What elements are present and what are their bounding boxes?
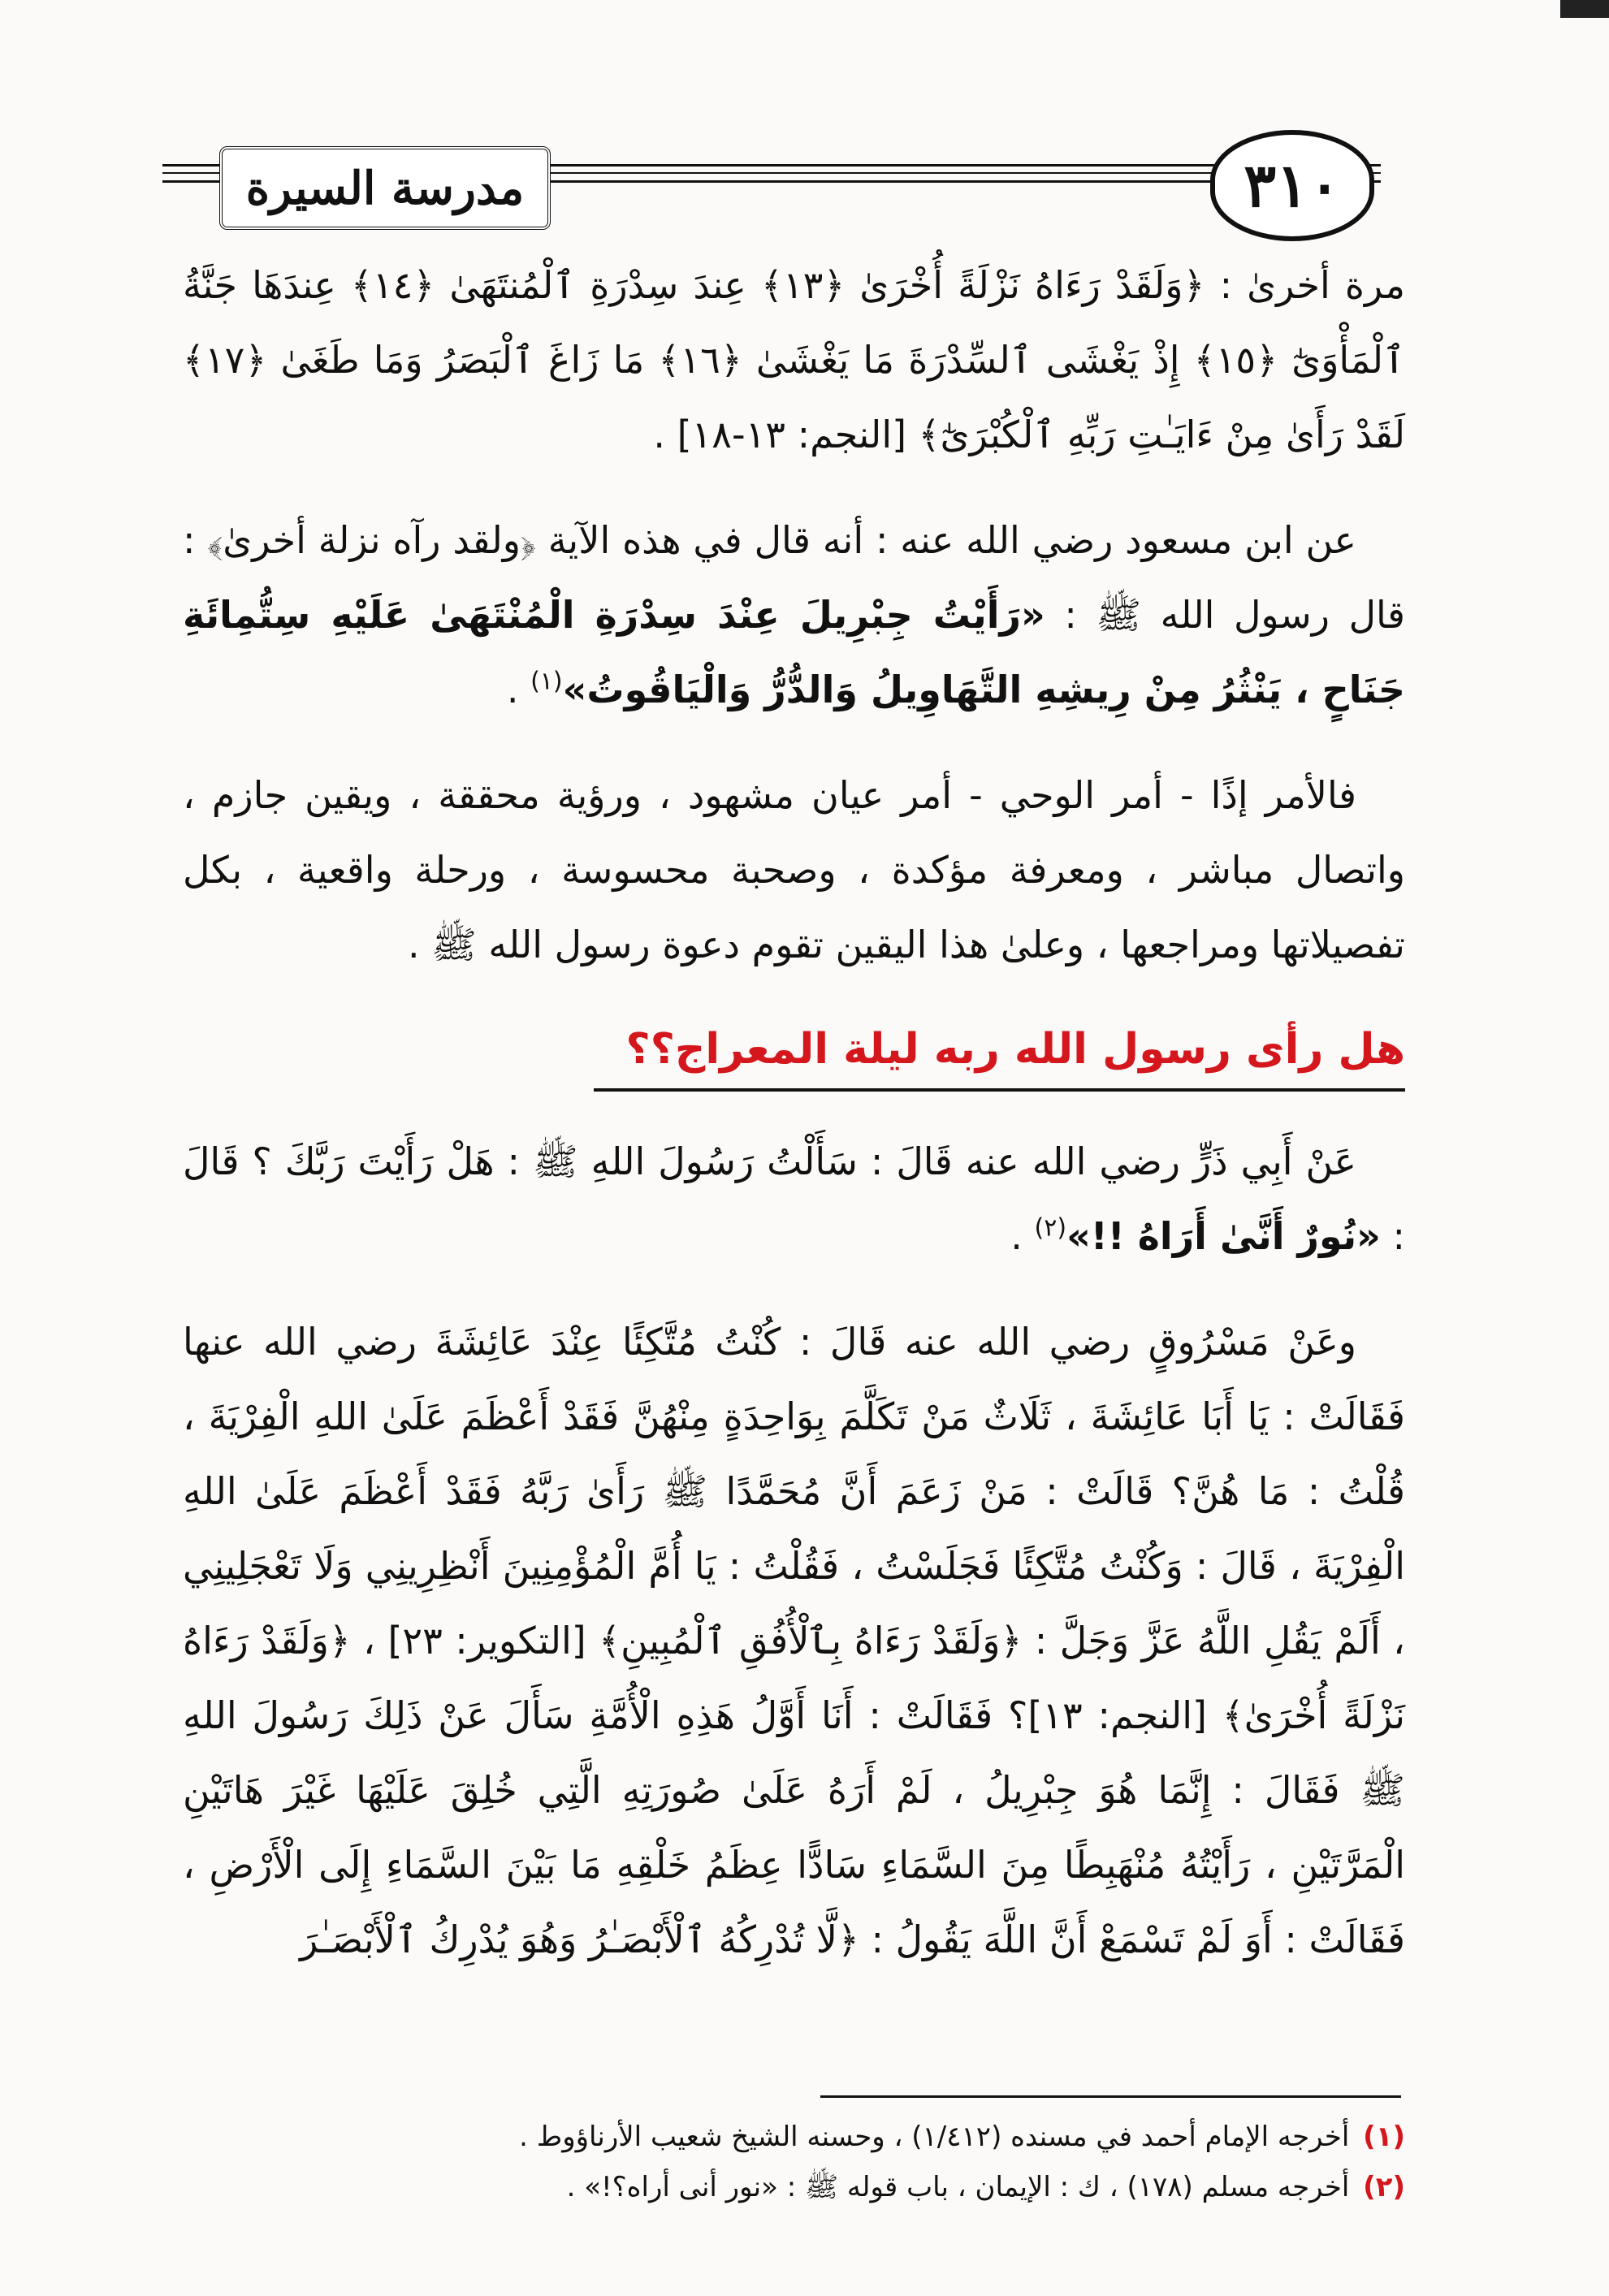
- paragraph-abu-dharr-intro: عَنْ أَبِي ذَرٍّ رضي الله عنه قَالَ : سَأَلْتُ رَسُولَ اللهِ ﷺ : هَلْ رَأَيْتَ رَبَّكَ ؟ قَالَ :: [183, 1139, 1405, 1258]
- hadith-quote-nur: «نُورٌ أَنَّىٰ أَرَاهُ !!»: [1066, 1214, 1381, 1258]
- footnote-text: أخرجه مسلم (١٧٨) ، ك : الإيمان ، باب قوله ﷺ : «نور أنى أراه؟!» .: [566, 2171, 1350, 2203]
- hadith-quote-jibril: «رَأَيْتُ جِبْرِيلَ عِنْدَ سِدْرَةِ الْمُنْتَهَىٰ عَلَيْهِ سِتُّمِائَةِ جَنَاحٍ ، يَنْثُرُ مِنْ رِيشِهِ التَّهَاوِيلُ وَالدُّرُّ وَالْيَاقُوتُ»: [183, 593, 1405, 711]
- footnote-number: (٢): [1363, 2171, 1405, 2203]
- footnote-item: [183, 2112, 1405, 2162]
- footnote-item: [183, 2162, 1405, 2212]
- footnote-separator: [820, 2095, 1401, 2098]
- paragraph-end-mark: .: [506, 668, 531, 711]
- page-number: ٣١٠: [1210, 130, 1374, 241]
- main-text: [183, 248, 1405, 2008]
- paragraph-verses: مرة أخرىٰ : ﴿وَلَقَدْ رَءَاهُ نَزْلَةً أُخْرَىٰ ﴿١٣﴾ عِندَ سِدْرَةِ ٱلْمُنتَهَىٰ ﴿١٤﴾ عِندَهَا جَنَّةُ ٱلْمَأْوَىٰٓ ﴿١٥﴾ إِذْ يَغْشَى ٱلسِّدْرَةَ مَا يَغْشَىٰ ﴿١٦﴾ مَا زَاغَ ٱلْبَصَرُ وَمَا طَغَىٰ ﴿١٧﴾ لَقَدْ رَأَىٰ مِنْ ءَايَـٰتِ رَبِّهِ ٱلْكُبْرَىٰٓ﴾ [النجم: ١٣-١٨] .: [183, 263, 1406, 456]
- footnote-ref-1: (١): [530, 667, 563, 696]
- page-header: [162, 122, 1381, 244]
- scan-edge-mark: [1560, 0, 1609, 18]
- footnotes: [183, 2112, 1405, 2212]
- paragraph-end-mark: .: [1010, 1214, 1035, 1258]
- footnote-number: (١): [1363, 2121, 1405, 2153]
- book-title: مدرسة السيرة: [219, 146, 551, 230]
- footnote-ref-2: (٢): [1034, 1213, 1067, 1243]
- section-heading-wrap: [183, 1013, 1405, 1092]
- paragraph-conclusion: فالأمر إذًا - أمر الوحي - أمر عيان مشهود ، ورؤية محققة ، ويقين جازم ، واتصال مباشر ، ومعرفة مؤكدة ، وصحبة محسوسة ، ورحلة واقعية ، بكل تفصيلاتها ومراجعها ، وعلىٰ هذا اليقين تقوم دعوة رسول الله ﷺ .: [183, 773, 1405, 966]
- paragraph-abu-dharr: [183, 1124, 1405, 1273]
- paragraph-ibn-masud: [183, 503, 1405, 727]
- section-heading: هل رأى رسول الله ربه ليلة المعراج؟؟: [594, 1014, 1405, 1092]
- paragraph-ibn-masud-intro: عن ابن مسعود رضي الله عنه : أنه قال في هذه الآية ﴿ولقد رآه نزلة أخرىٰ﴾ : قال رسول الله ﷺ :: [183, 518, 1405, 637]
- paragraph-masruq: وعَنْ مَسْرُوقٍ رضي الله عنه قَالَ : كُنْتُ مُتَّكِئًا عِنْدَ عَائِشَةَ رضي الله عنها فَقَالَتْ : يَا أَبَا عَائِشَةَ ، ثَلَاثٌ مَنْ تَكَلَّمَ بِوَاحِدَةٍ مِنْهُنَّ فَقَدْ أَعْظَمَ عَلَىٰ اللهِ الْفِرْيَةَ ، قُلْتُ : مَا هُنَّ؟ قَالَتْ : مَنْ زَعَمَ أَنَّ مُحَمَّدًا ﷺ رَأَىٰ رَبَّهُ فَقَدْ أَعْظَمَ عَلَىٰ اللهِ الْفِرْيَةَ ، قَالَ : وَكُنْتُ مُتَّكِئًا فَجَلَسْتُ ، فَقُلْتُ : يَا أُمَّ الْمُؤْمِنِينَ أَنْظِرِينِي وَلَا تَعْجَلِينِي ، أَلَمْ يَقُلِ اللَّهُ عَزَّ وَجَلَّ : ﴿وَلَقَدْ رَءَاهُ بِٱلْأُفُقِ ٱلْمُبِينِ﴾ [التكوير: ٢٣] ، ﴿وَلَقَدْ رَءَاهُ نَزْلَةً أُخْرَىٰ﴾ [النجم: ١٣]؟ فَقَالَتْ : أَنَا أَوَّلُ هَذِهِ الْأُمَّةِ سَأَلَ عَنْ ذَلِكَ رَسُولَ اللهِ ﷺ فَقَالَ : إِنَّمَا هُوَ جِبْرِيلُ ، لَمْ أَرَهُ عَلَىٰ صُورَتِهِ الَّتِي خُلِقَ عَلَيْهَا غَيْرَ هَاتَيْنِ الْمَرَّتَيْنِ ، رَأَيْتُهُ مُنْهَبِطًا مِنَ السَّمَاءِ سَادًّا عِظَمُ خَلْقِهِ مَا بَيْنَ السَّمَاءِ إِلَى الْأَرْضِ ، فَقَالَتْ : أَوَ لَمْ تَسْمَعْ أَنَّ اللَّهَ يَقُولُ : ﴿لَّا تُدْرِكُهُ ٱلْأَبْصَـٰرُ وَهُوَ يُدْرِكُ ٱلْأَبْصَـٰرَ: [183, 1320, 1405, 1961]
- footnote-text: أخرجه الإمام أحمد في مسنده (١/٤١٢) ، وحسنه الشيخ شعيب الأرناؤوط .: [519, 2121, 1350, 2153]
